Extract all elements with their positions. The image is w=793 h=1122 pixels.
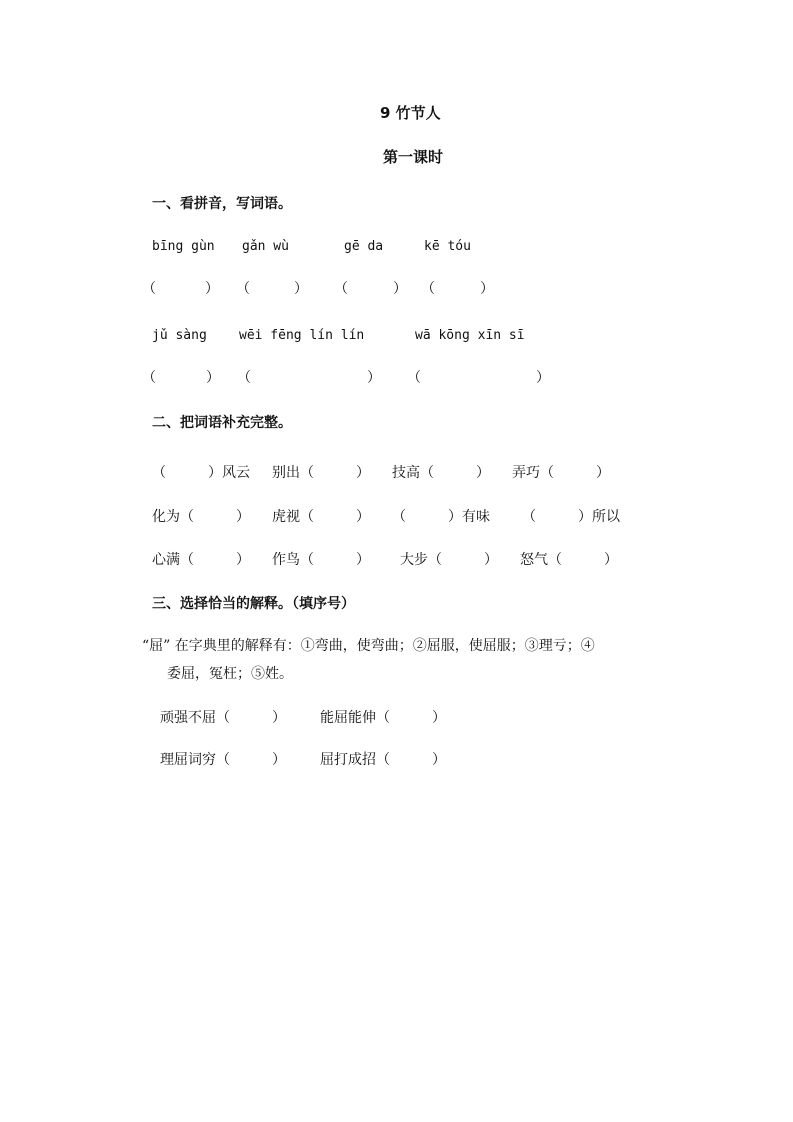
pinyin-ke-tou: kē tóu [424,239,471,254]
page-subtitle: 第一课时 [383,148,444,166]
section3-heading: 三、选择恰当的解释。（填序号） [152,596,355,612]
pinyin-wa-kong-xin-si: wā kōng xīn sī [415,328,525,343]
idiom-item: 别出（ ） [272,465,370,481]
pinyin-gan-wu: gǎn wù [242,239,289,254]
answer-blank-close: ） [536,370,550,386]
definition-text-continued: 委屈，冤枉；⑤姓。 [167,666,293,682]
page-title: 9 竹节人 [380,104,441,122]
pinyin-ju-sang: jǔ sàng [152,328,207,343]
pinyin-ge-da: gē da [344,239,384,254]
idiom-item: （ ）有味 [392,509,490,525]
phrase-item: 能屈能伸（ ） [320,710,446,726]
answer-blank-close: ） [367,370,381,386]
idiom-item: 怒气（ ） [520,552,618,568]
answer-blank-close: ） [393,281,407,297]
phrase-item: 屈打成招（ ） [320,752,446,768]
answer-blank-close: ） [206,370,220,386]
answer-blank-open: （ [334,281,348,297]
definition-text: “屈” 在字典里的解释有：①弯曲，使弯曲；②屈服，使屈服；③理亏；④ [142,638,595,654]
idiom-item: 大步（ ） [400,552,498,568]
idiom-item: （ ）风云 [152,465,250,481]
answer-blank-open: （ [421,281,435,297]
idiom-item: 心满（ ） [152,552,250,568]
answer-blank-close: ） [480,281,494,297]
answer-blank-close: ） [205,281,219,297]
idiom-item: 弄巧（ ） [512,465,610,481]
idiom-item: （ ）所以 [522,509,620,525]
idiom-item: 虎视（ ） [272,509,370,525]
phrase-item: 理屈词穷（ ） [160,752,286,768]
phrase-item: 顽强不屈（ ） [160,710,286,726]
answer-blank-open: （ [237,370,251,386]
answer-blank-close: ） [294,281,308,297]
idiom-item: 作鸟（ ） [272,552,370,568]
answer-blank-open: （ [142,370,156,386]
section2-heading: 二、把词语补充完整。 [152,415,292,431]
section1-heading: 一、看拼音，写词语。 [152,196,292,212]
idiom-item: 化为（ ） [152,509,250,525]
answer-blank-open: （ [236,281,250,297]
answer-blank-open: （ [142,281,156,297]
answer-blank-open: （ [407,370,421,386]
pinyin-wei-feng-lin-lin: wēi fēng lín lín [239,328,365,343]
pinyin-bing-gun: bīng gùn [152,239,215,254]
idiom-item: 技高（ ） [392,465,490,481]
